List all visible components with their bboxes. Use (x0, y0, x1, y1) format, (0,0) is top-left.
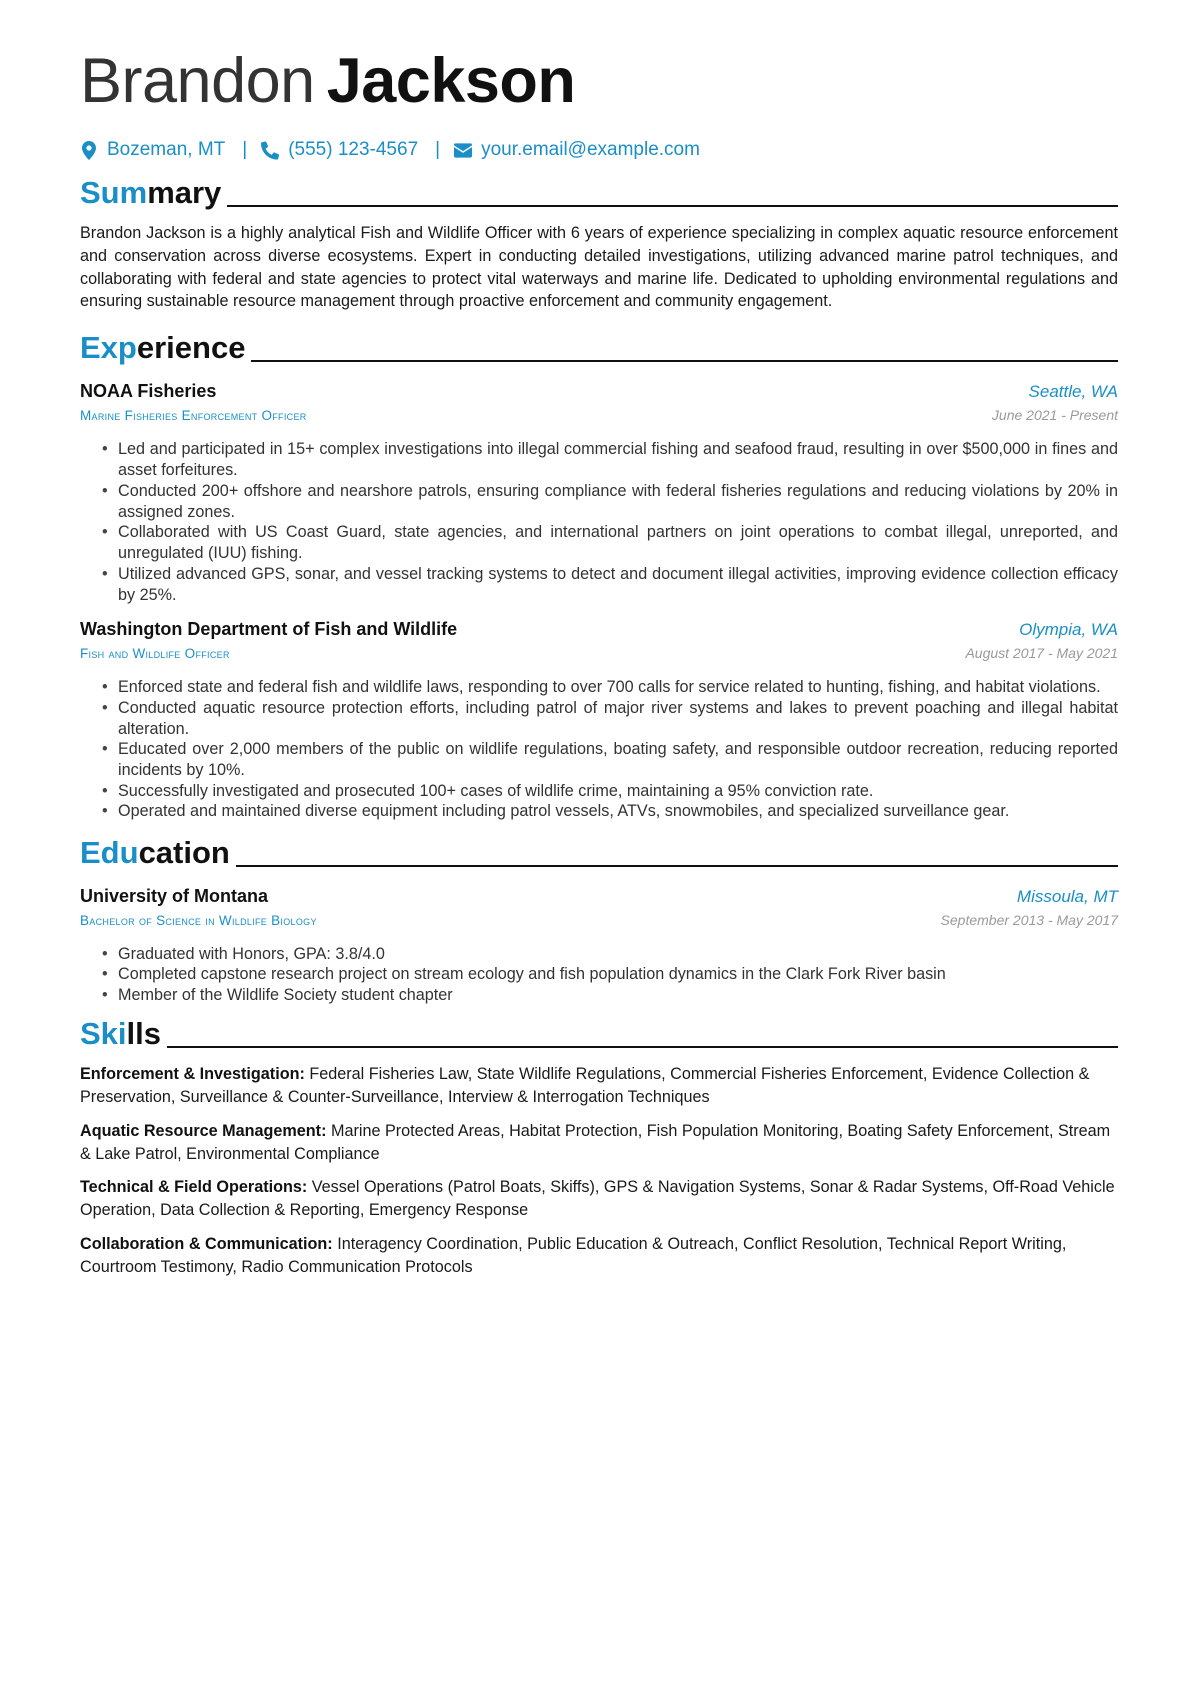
list-item: • Led and participated in 15+ complex investigations into illegal commercial fishing and seafood fraud, resulting in over $500,000 in fines and asset forfeitures. (118, 439, 1118, 481)
school-name: University of Montana (80, 885, 269, 906)
job-title: Fish and Wildlife Officer (80, 646, 230, 662)
skill-category: Technical & Field Operations: (80, 1178, 308, 1197)
contact-bar (80, 134, 1118, 166)
email-link[interactable]: your.email@example.com (481, 139, 700, 160)
contact-email[interactable] (454, 139, 700, 161)
job-location: Seattle, WA (1028, 382, 1118, 402)
phone-text: (555) 123-4567 (288, 139, 419, 160)
map-marker-icon (80, 140, 98, 160)
list-item: • Conducted aquatic resource protection efforts, including patrol of major river systems and lakes to prevent poaching and illegal habitat alteration. (118, 698, 1118, 740)
job-entry (80, 617, 1118, 822)
skill-items: Marine Protected Areas, Habitat Protection, Fish Population Monitoring, Boating Safety Enforcement, Stream & Lake Patrol, Environmental Compliance (80, 1121, 1111, 1163)
job-dates: June 2021 - Present (991, 407, 1118, 424)
section-divider (236, 865, 1118, 867)
list-item: • Completed capstone research project on stream ecology and fish population dynamics in the Clark Fork River basin (118, 964, 1118, 985)
location-text: Bozeman, MT (107, 139, 226, 160)
education-dates: September 2013 - May 2017 (940, 911, 1118, 928)
skill-group (80, 1233, 1118, 1279)
last-name: Jackson (326, 46, 576, 116)
phone-icon (261, 140, 279, 160)
section-divider (227, 205, 1118, 207)
candidate-name (80, 40, 1118, 122)
list-item: • Member of the Wildlife Society student chapter (118, 985, 1118, 1006)
list-item: • Enforced state and federal fish and wildlife laws, responding to over 700 calls for service related to hunting, fishing, and habitat violations. (118, 677, 1118, 698)
first-name: Brandon (80, 46, 315, 116)
contact-separator: | (242, 139, 248, 160)
skill-category: Collaboration & Communication: (80, 1234, 333, 1253)
skill-category: Enforcement & Investigation: (80, 1065, 305, 1084)
skill-group (80, 1120, 1118, 1166)
resume-page (80, 40, 1118, 1279)
contact-phone[interactable] (261, 139, 418, 161)
section-divider (167, 1046, 1118, 1048)
employer-name: Washington Department of Fish and Wildlife (80, 619, 458, 640)
job-title: Marine Fisheries Enforcement Officer (80, 408, 307, 424)
contact-separator: | (435, 139, 441, 160)
list-item: • Utilized advanced GPS, sonar, and vessel tracking systems to detect and document illegal activities, improving evidence collection efficacy by 25%. (118, 564, 1118, 606)
summary-heading: Summary (80, 172, 1118, 210)
job-dates: August 2017 - May 2021 (965, 645, 1118, 662)
education-heading: Education (80, 832, 1118, 870)
job-bullets (80, 677, 1118, 822)
experience-heading: Experience (80, 327, 1118, 365)
job-entry (80, 379, 1118, 606)
skill-items: Vessel Operations (Patrol Boats, Skiffs), GPS & Navigation Systems, Sonar & Radar Systems, Off-Road Vehicle Operation, Data Collection & Reporting, Emergency Response (80, 1178, 1115, 1220)
summary-text: Brandon Jackson is a highly analytical Fish and Wildlife Officer with 6 years of experience specializing in complex aquatic resource enforcement and conservation across diverse ecosystems. Expert in conducting detailed investigations, utilizing advanced marine patrol techniques, and collaborating with federal and state agencies to protect vital waterways and marine life. Dedicated to upholding environmental regulations and ensuring sustainable resource management through proactive enforcement and community engagement. (80, 224, 1118, 311)
skill-items: Federal Fisheries Law, State Wildlife Regulations, Commercial Fisheries Enforcement, Evidence Collection & Preservation, Surveillance & Counter-Surveillance, Interview & Interrogation Techniques (80, 1065, 1090, 1106)
skill-group (80, 1063, 1118, 1109)
employer-name: NOAA Fisheries (80, 381, 217, 402)
school-location: Missoula, MT (1016, 886, 1118, 906)
skill-group (80, 1176, 1118, 1222)
education-entry (80, 884, 1118, 1006)
envelope-icon (454, 140, 472, 160)
skills-heading: Skills (80, 1013, 1118, 1051)
list-item: • Operated and maintained diverse equipment including patrol vessels, ATVs, snowmobiles, and specialized surveillance gear. (118, 801, 1118, 822)
list-item: • Successfully investigated and prosecuted 100+ cases of wildlife crime, maintaining a 95% conviction rate. (118, 781, 1118, 802)
skill-category: Aquatic Resource Management: (80, 1121, 327, 1140)
list-item: • Graduated with Honors, GPA: 3.8/4.0 (118, 944, 1118, 965)
list-item: • Conducted 200+ offshore and nearshore patrols, ensuring compliance with federal fisheries regulations and reducing violations by 20% in assigned zones. (118, 481, 1118, 523)
list-item: • Educated over 2,000 members of the public on wildlife regulations, boating safety, and responsible outdoor recreation, reducing reported incidents by 10%. (118, 739, 1118, 781)
contact-location (80, 139, 225, 161)
degree-title: Bachelor of Science in Wildlife Biology (80, 912, 317, 928)
job-location: Olympia, WA (1019, 620, 1118, 640)
list-item: • Collaborated with US Coast Guard, state agencies, and international partners on joint operations to combat illegal, unreported, and unregulated (IUU) fishing. (118, 522, 1118, 564)
section-divider (251, 360, 1118, 362)
skill-items: Interagency Coordination, Public Education & Outreach, Conflict Resolution, Technical Report Writing, Courtroom Testimony, Radio Communication Protocols (80, 1234, 1067, 1276)
job-bullets (80, 439, 1118, 606)
education-bullets (80, 944, 1118, 1006)
skills-list (80, 1063, 1118, 1278)
